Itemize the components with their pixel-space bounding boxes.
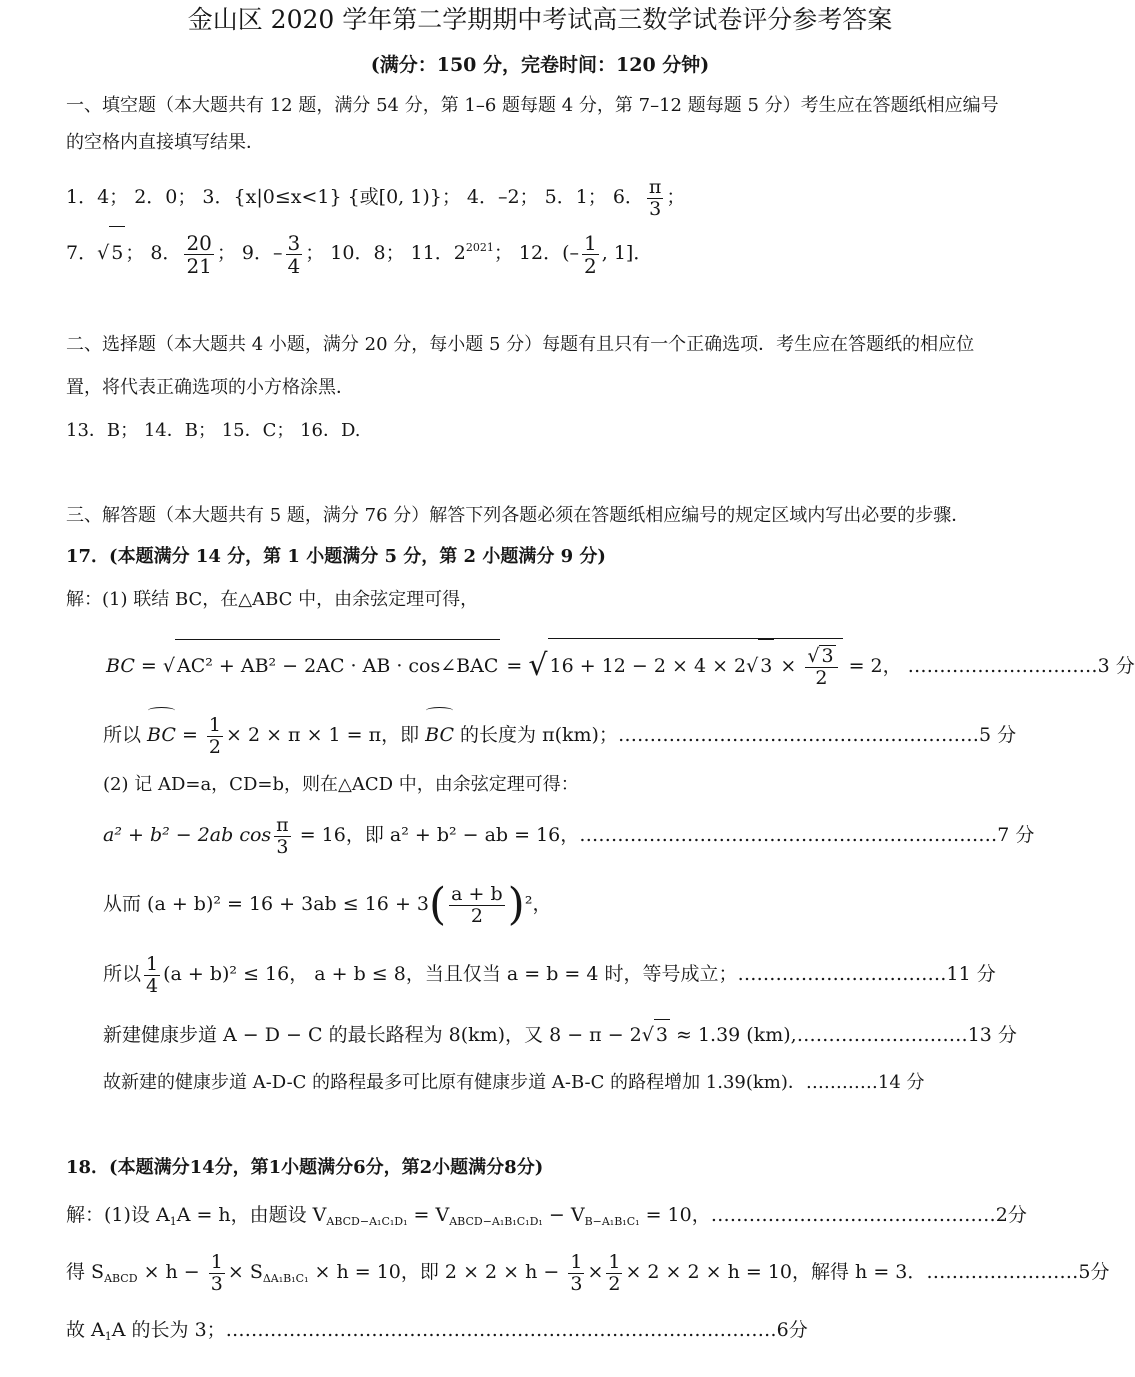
frac-den: 4 <box>287 253 301 278</box>
sqrt-3: √ 3 <box>746 639 774 692</box>
row2-text-d: ； 10．8； 11．2 <box>305 242 466 264</box>
score-mark-11: ……………………………11 分 <box>737 963 996 985</box>
row1-text: 1．4； 2．0； 3．{x|0≤x<1} {或[0, 1)}； 4．–2； 5．1； 6． <box>66 186 644 208</box>
cos-pre: a² + b² − 2ab cos <box>103 824 272 846</box>
conclusion-text: 故新建的健康步道 A-D-C 的路程最多可比原有健康步道 A-B-C 的路程增加 1.39(km)． <box>103 1072 806 1093</box>
fraction-a-plus-b-over-2 <box>449 884 505 927</box>
subscript: ABCD−A₁C₁D₁ <box>326 1215 408 1228</box>
fraction-root3-over-2: $\frac{√ 3}{2}$ <box>805 645 837 689</box>
q17-arc-length <box>103 710 1016 760</box>
l2-pre: 得 S <box>66 1261 105 1283</box>
frac-num: 1 <box>570 1250 583 1273</box>
section1-answers-row2 <box>66 226 652 279</box>
fraction-answer12 <box>582 232 599 277</box>
frac-den: 3 <box>570 1272 583 1295</box>
q17-bound <box>103 948 996 1000</box>
frac-den: 3 <box>649 197 662 220</box>
score-mark-5: ……………………5分 <box>926 1261 1110 1283</box>
fraction-answer8 <box>184 232 213 277</box>
subscript: 1 <box>104 1330 112 1343</box>
arc-tail: 的长度为 π(km)； <box>454 724 618 746</box>
l3-pre: 故 A <box>66 1319 105 1341</box>
frac-num: 3 <box>287 230 301 255</box>
section2-heading-line2: 置，将代表正确选项的小方格涂黑． <box>66 377 354 398</box>
fraction-answer9 <box>286 232 303 277</box>
bound-post: (a + b)² ≤ 16， a + b ≤ 8，当且仅当 a = b = 4 时，等号成立； <box>163 963 738 985</box>
q18-volume-equation <box>66 1200 1027 1230</box>
frac-num: π <box>276 813 289 836</box>
section1-heading-line1: 一、填空题（本大题共有 12 题，满分 54 分，第 1–6 题每题 4 分，第 7–12 题每题 5 分）考生应在答题纸相应编号 <box>66 95 999 116</box>
score-mark-5: …………………………………………………5 分 <box>617 724 1017 746</box>
row1-end: ； <box>666 186 686 208</box>
l3-post: A 的长为 3； <box>111 1319 226 1341</box>
subscript: ABCD−A₁B₁C₁D₁ <box>449 1215 543 1228</box>
frac-den: 2 <box>470 904 483 927</box>
path-b: ≈ 1.39 (km), <box>669 1024 797 1046</box>
sqrt-expression-2: √ 16 + 12 − 2 × 4 × 2√ 3 × $\frac{√ 3}{2}$ <box>528 638 842 692</box>
frac-num: 3 <box>821 645 834 668</box>
frac-den: 2 <box>584 253 597 278</box>
section2-answers: 13．B； 14．B； 15．C； 16．D. <box>66 420 361 441</box>
page-title: 金山区 2020 学年第二学期期中考试高三数学试卷评分参考答案 <box>187 5 893 34</box>
l1-minus: − V <box>542 1204 585 1226</box>
frac-num: a + b <box>451 882 503 905</box>
right-paren: ) <box>507 879 525 930</box>
fraction-answer6 <box>647 177 664 220</box>
cos-post: = 16，即 a² + b² − ab = 16， <box>293 824 580 846</box>
subscript: B−A₁B₁C₁ <box>584 1215 640 1228</box>
section1-answers-row1 <box>66 172 685 222</box>
frac-num: 1 <box>146 952 159 975</box>
frac-num: 20 <box>186 230 212 255</box>
fraction-half <box>207 715 223 758</box>
subscript: ABCD <box>104 1272 138 1285</box>
row2-text-e: ； 12．(– <box>493 242 580 264</box>
section2-heading-line1: 二、选择题（本大题共 4 小题，满分 20 分，每小题 5 分）每题有且只有一个正确选项．考生应在答题纸的相应位 <box>66 334 975 355</box>
q17-part2-intro: (2) 记 AD=a，CD=b，则在△ACD 中，由余弦定理可得： <box>103 774 579 795</box>
l2-a: × h − <box>137 1261 206 1283</box>
row2-text-a: 7． <box>66 242 98 264</box>
fraction-quarter <box>144 954 160 997</box>
times-sign: × <box>774 655 803 677</box>
q17-path-length <box>103 1019 1017 1050</box>
q17-cos-equation <box>103 810 1034 860</box>
q18-solve-h <box>66 1246 1109 1298</box>
bound-pre: 所以 <box>103 963 142 985</box>
l1-rhs: = 10， <box>639 1204 711 1226</box>
frac-num: 1 <box>208 713 221 736</box>
l1-eq: = V <box>407 1204 450 1226</box>
score-mark-2: ………………………………………2分 <box>710 1204 1027 1226</box>
q17-inequality <box>103 876 551 932</box>
arc-rest: × 2 × π × 1 = π，即 <box>226 724 426 746</box>
arc-bc-symbol: BC <box>147 710 176 760</box>
frac-num: 1 <box>608 1250 621 1273</box>
arc-bc-symbol: BC <box>425 710 454 760</box>
left-paren: ( <box>429 879 447 930</box>
frac-den: 21 <box>186 253 212 278</box>
q18-conclusion <box>66 1316 808 1344</box>
score-mark-13: ………………………13 分 <box>796 1024 1017 1046</box>
frac-den: 2 <box>608 1272 621 1295</box>
frac-den: 3 <box>210 1272 223 1295</box>
fraction-third <box>209 1252 225 1295</box>
row2-text-f: , 1]． <box>601 242 653 264</box>
l2-e: × 2 × 2 × h = 10，解得 h = 3． <box>625 1261 927 1283</box>
eq-rhs: = 2， <box>842 655 902 677</box>
l2-b: × S <box>227 1261 263 1283</box>
page-subtitle: (满分：150 分，完卷时间：120 分钟) <box>370 54 710 76</box>
score-mark-7: …………………………………………………………7 分 <box>579 824 1035 846</box>
q17-intro: 解：(1) 联结 BC，在△ABC 中，由余弦定理可得， <box>66 589 479 610</box>
sqrt-answer7: √ 5 <box>97 226 125 279</box>
sqrt-radicand: AC² + AB² − 2AC · AB · cos∠BAC <box>175 639 500 692</box>
l2-c: × h = 10，即 2 × 2 × h − <box>308 1261 566 1283</box>
l1-mid: A = h，由题设 V <box>176 1204 327 1226</box>
frac-num: 1 <box>210 1250 223 1273</box>
exponent-answer11: 2021 <box>465 241 494 254</box>
frac-den: 3 <box>276 835 289 858</box>
l1-pre: 解：(1)设 A <box>66 1204 170 1226</box>
subscript: 1 <box>169 1215 177 1228</box>
fraction-third <box>568 1252 584 1295</box>
sqrt-radicand: 3 <box>654 1019 670 1050</box>
l2-d: × <box>587 1261 604 1283</box>
sqrt-radicand-part: 16 + 12 − 2 × 4 × 2 <box>549 655 747 677</box>
frac-num: 1 <box>584 230 597 255</box>
section1-heading-line2: 的空格内直接填写结果． <box>66 132 264 153</box>
subscript: ΔA₁B₁C₁ <box>262 1272 309 1285</box>
row2-text-b: ； 8． <box>125 242 182 264</box>
sqrt-radicand: 3 <box>758 639 774 692</box>
fraction-half <box>606 1252 622 1295</box>
sqrt-radicand: 5 <box>109 226 125 279</box>
frac-num: π <box>648 175 662 198</box>
frac-den: 2 <box>815 667 828 689</box>
ineq-post: ²， <box>524 893 552 915</box>
score-mark-3: …………………………3 分 <box>907 655 1135 677</box>
eq-mid: = <box>500 655 529 677</box>
q17-header: 17．(本题满分 14 分，第 1 小题满分 5 分，第 2 小题满分 9 分) <box>66 546 606 567</box>
fraction-pi-over-3 <box>274 815 291 858</box>
path-a: 新建健康步道 A − D − C 的最长路程为 8(km)，又 8 − π − 2 <box>103 1024 642 1046</box>
q17-eq-law-of-cosines <box>106 638 1135 692</box>
frac-den: 2 <box>208 735 221 758</box>
q18-header: 18．(本题满分14分，第1小题满分6分，第2小题满分8分) <box>66 1157 544 1178</box>
row2-text-c: ； 9．– <box>216 242 283 264</box>
ineq-pre: 从而 (a + b)² = 16 + 3ab ≤ 16 + 3 <box>103 893 429 915</box>
frac-den: 4 <box>146 974 159 997</box>
score-mark-6: ……………………………………………………………………………6分 <box>225 1319 808 1341</box>
q17-conclusion <box>103 1071 925 1095</box>
sqrt-expression-1: √ AC² + AB² − 2AC · AB · cos∠BAC <box>163 639 501 692</box>
arc-pre: 所以 <box>103 724 148 746</box>
eq-lhs: BC = <box>106 655 163 677</box>
score-mark-14: …………14 分 <box>805 1072 925 1093</box>
sqrt-3: √ 3 <box>642 1019 670 1050</box>
arc-eq: = <box>175 724 204 746</box>
section3-heading: 三、解答题（本大题共有 5 题，满分 76 分）解答下列各题必须在答题纸相应编号的规定区域内写出必要的步骤． <box>66 505 970 526</box>
